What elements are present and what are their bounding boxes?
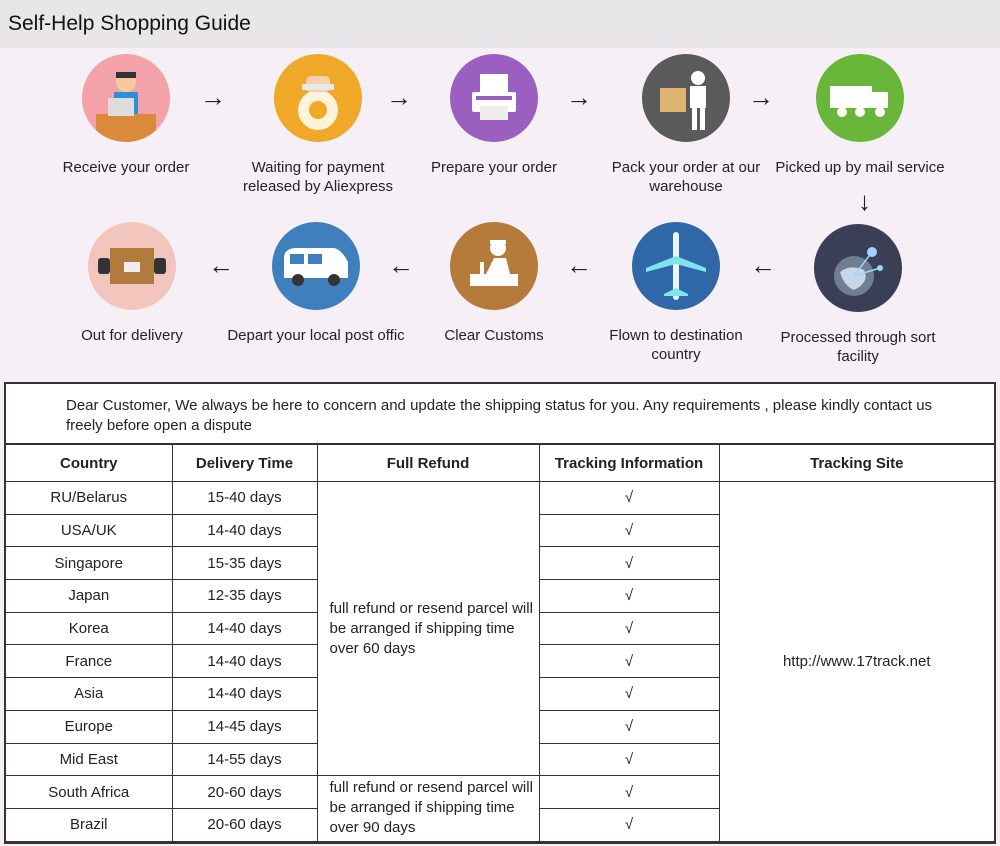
arrow-down-icon: ↓ <box>858 186 871 216</box>
country-cell: Singapore <box>6 547 172 580</box>
delivery-time-cell: 20-60 days <box>172 776 317 809</box>
column-header-delivery-time: Delivery Time <box>172 445 317 482</box>
step-pack-order <box>596 54 776 196</box>
table-row <box>6 482 994 515</box>
truck-icon <box>816 54 904 142</box>
country-cell: Brazil <box>6 808 172 841</box>
step-picked-up <box>770 54 950 177</box>
step-label: Depart your local post offic <box>227 327 405 344</box>
arrow-right-icon: → <box>200 82 226 112</box>
globe-network-icon <box>814 224 902 312</box>
delivery-time-cell: 15-35 days <box>172 547 317 580</box>
arrow-left-icon: ← <box>566 250 592 280</box>
country-cell: Korea <box>6 612 172 645</box>
tracking-check-cell: √ <box>539 580 719 613</box>
delivery-time-cell: 15-40 days <box>172 482 317 515</box>
page-header <box>0 0 1000 48</box>
arrow-left-icon: ← <box>750 250 776 280</box>
arrow-right-icon: → <box>748 82 774 112</box>
delivery-time-cell: 14-40 days <box>172 612 317 645</box>
tracking-check-cell: √ <box>539 514 719 547</box>
step-processed <box>768 224 948 366</box>
page-title: Self-Help Shopping Guide <box>8 12 251 35</box>
column-header-country: Country <box>6 445 172 482</box>
step-label: Pack your order at our warehouse <box>611 159 761 195</box>
printer-icon <box>450 54 538 142</box>
delivery-time-cell: 20-60 days <box>172 808 317 841</box>
tracking-check-cell: √ <box>539 482 719 515</box>
country-cell: RU/Belarus <box>6 482 172 515</box>
tracking-check-cell: √ <box>539 808 719 841</box>
step-clear-customs <box>404 222 584 345</box>
country-cell: France <box>6 645 172 678</box>
delivery-time-cell: 14-40 days <box>172 678 317 711</box>
step-out-for-delivery <box>42 222 222 345</box>
delivery-time-cell: 14-45 days <box>172 710 317 743</box>
step-label: Clear Customs <box>444 327 544 344</box>
step-prepare-order <box>404 54 584 177</box>
arrow-left-icon: ← <box>388 250 414 280</box>
airplane-icon <box>632 222 720 310</box>
van-icon <box>272 222 360 310</box>
tracking-check-cell: √ <box>539 612 719 645</box>
country-cell: Japan <box>6 580 172 613</box>
step-waiting-payment <box>228 54 408 196</box>
arrow-right-icon: → <box>386 82 412 112</box>
customer-notice: Dear Customer, We always be here to concern and update the shipping status for you. Any requirements , please kindly contact us freely before open a dispute <box>6 384 994 444</box>
country-cell: Europe <box>6 710 172 743</box>
step-receive-order <box>36 54 216 177</box>
tracking-check-cell: √ <box>539 678 719 711</box>
column-header-tracking-information: Tracking Information <box>539 445 719 482</box>
country-cell: Asia <box>6 678 172 711</box>
country-cell: Mid East <box>6 743 172 776</box>
delivery-time-cell: 14-40 days <box>172 514 317 547</box>
country-cell: USA/UK <box>6 514 172 547</box>
arrow-right-icon: → <box>566 82 592 112</box>
delivery-time-cell: 14-55 days <box>172 743 317 776</box>
package-delivery-icon <box>88 222 176 310</box>
customs-officer-icon <box>450 222 538 310</box>
tracking-check-cell: √ <box>539 710 719 743</box>
column-header-tracking-site: Tracking Site <box>719 445 994 482</box>
step-depart-post-office <box>226 222 406 345</box>
country-cell: South Africa <box>6 776 172 809</box>
refund-policy-90-days: full refund or resend parcel will be arranged if shipping time over 90 days <box>317 776 539 841</box>
tracking-check-cell: √ <box>539 547 719 580</box>
step-label: Picked up by mail service <box>775 159 945 176</box>
arrow-left-icon: ← <box>208 250 234 280</box>
step-flown <box>586 222 766 364</box>
worker-with-box-icon <box>642 54 730 142</box>
column-header-full-refund: Full Refund <box>317 445 539 482</box>
tracking-check-cell: √ <box>539 776 719 809</box>
shipping-steps-diagram <box>0 48 1000 380</box>
step-label: Flown to destination country <box>609 327 743 363</box>
tracking-check-cell: √ <box>539 645 719 678</box>
delivery-time-cell: 14-40 days <box>172 645 317 678</box>
step-label: Waiting for payment released by Aliexpress <box>242 159 394 195</box>
person-at-computer-icon <box>82 54 170 142</box>
step-label: Receive your order <box>62 159 190 176</box>
refund-policy-60-days: full refund or resend parcel will be arranged if shipping time over 60 days <box>317 482 539 776</box>
delivery-time-table <box>6 444 994 842</box>
delivery-time-cell: 12-35 days <box>172 580 317 613</box>
step-label: Prepare your order <box>431 159 557 176</box>
money-bag-icon <box>274 54 362 142</box>
step-label: Out for delivery <box>81 327 183 344</box>
step-label: Processed through sort facility <box>780 329 936 365</box>
tracking-site-link[interactable]: http://www.17track.net <box>719 482 994 842</box>
shipping-table-panel <box>4 382 996 844</box>
tracking-check-cell: √ <box>539 743 719 776</box>
table-header-row <box>6 445 994 482</box>
